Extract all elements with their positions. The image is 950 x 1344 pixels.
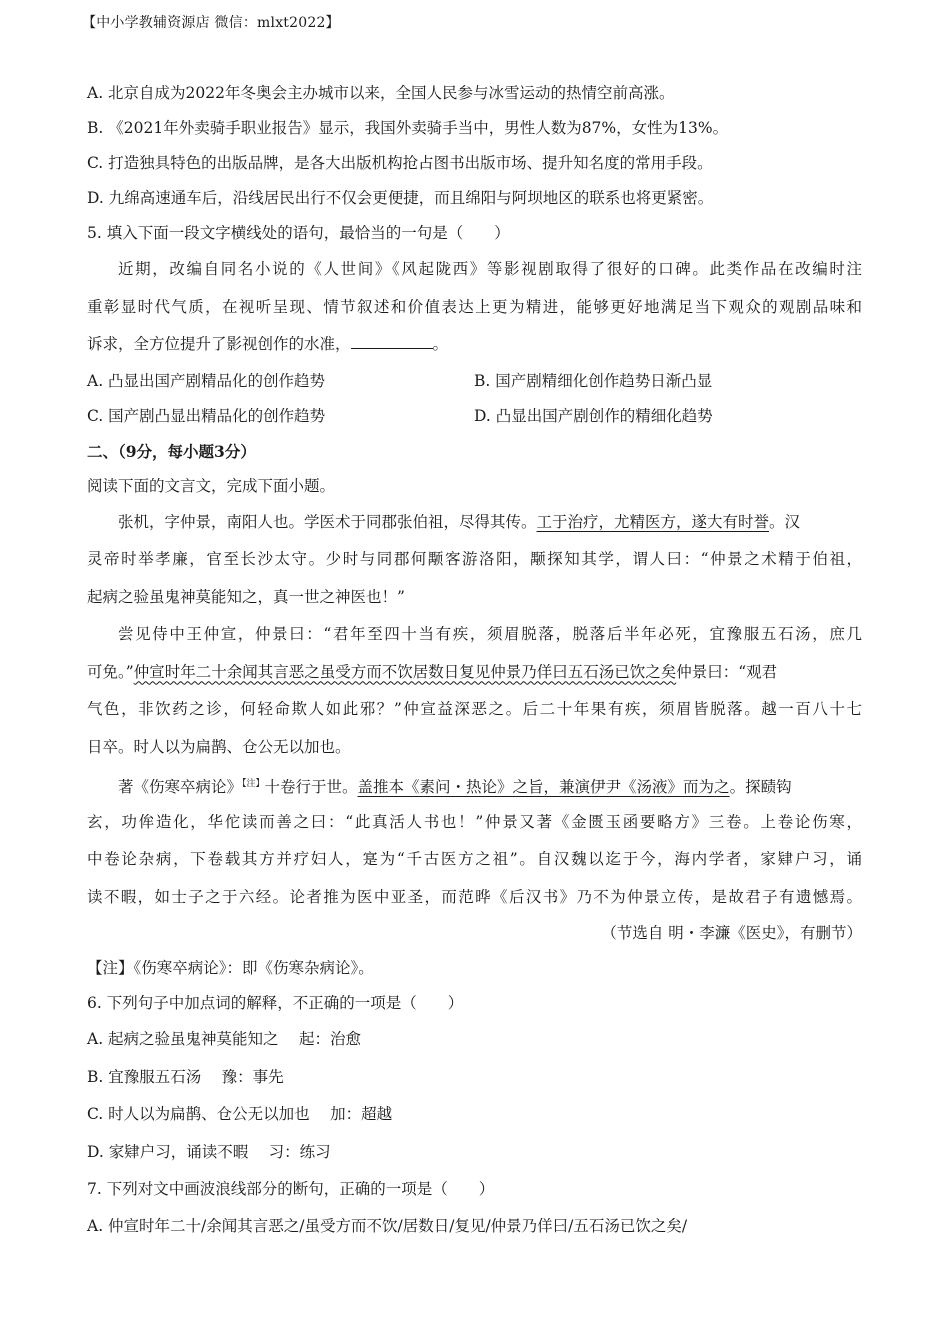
q5-passage-end: 。 xyxy=(432,335,449,353)
passage-source: （节选自 明・李濂《医史》，有删节） xyxy=(601,924,862,942)
passage-text: 仲景曰：“观君 xyxy=(676,662,778,681)
passage-line: 起病之验虽鬼神莫能知之，真一世之神医也！” xyxy=(87,587,405,606)
q4-option-b: B. 《2021年外卖骑手职业报告》显示，我国外卖骑手当中，男性人数为87%，女性为13%。 xyxy=(87,119,729,137)
q4-option-d: D. 九绵高速通车后，沿线居民出行不仅会更便捷，而且绵阳与阿坝地区的联系也将更紧密。 xyxy=(87,189,714,207)
watermark-header: 【中小学教辅资源店 微信：mlxt2022】 xyxy=(82,15,340,31)
q6-option-d: D. 家肄户习，诵读不暇 习：练习 xyxy=(87,1142,331,1161)
q5-option-c: C. 国产剧凸显出精品化的创作趋势 xyxy=(87,406,326,425)
document-body xyxy=(87,76,862,1244)
passage-line xyxy=(87,654,862,692)
q6-option-a: A. 起病之验虽鬼神莫能知之 起：治愈 xyxy=(87,1030,361,1048)
passage-line: 日卒。时人以为扁鹊、仓公无以加也。 xyxy=(87,737,351,756)
note-marker: 【注】 xyxy=(242,779,265,789)
passage-line: 读不暇，如士子之于六经。论者推为医中亚圣，而范晔《后汉书》乃不为仲景立传，是故君子有遗憾焉。 xyxy=(87,887,862,906)
passage-line: 玄，功侔造化，华佗读而善之曰：“此真活人书也！”仲景又著《金匮玉函要略方》三卷。上卷论伤寒， xyxy=(87,812,862,831)
underlined-text: 工于治疗，尤精医方，遂大有时誉 xyxy=(536,512,770,531)
passage-text: 张机，字仲景，南阳人也。学医术于同郡张伯祖，尽得其传。 xyxy=(118,512,537,531)
q5-passage-text: 诉求，全方位提升了影视创作的水准， xyxy=(87,335,351,353)
passage-line xyxy=(87,766,862,804)
q7-stem: 7. 下列对文中画波浪线部分的断句，正确的一项是（ ） xyxy=(87,1180,495,1198)
wavy-underlined-text: 仲宣时年二十余闻其言恶之虽受方而不饮居数日复见仲景乃佯曰五石汤已饮之矣 xyxy=(133,662,677,681)
passage-line: 灵帝时举孝廉，官至长沙太守。少时与同郡何颙客游洛阳，颙探知其学，谓人曰：“仲景之术精于伯祖， xyxy=(87,550,862,568)
q6-option-c: C. 时人以为扁鹊、仓公无以加也 加：超越 xyxy=(87,1105,393,1123)
q5-passage-line xyxy=(87,326,862,364)
q5-options-row xyxy=(87,399,862,434)
passage-text: 。汉 xyxy=(769,512,801,531)
q5-option-a: A. 凸显出国产剧精品化的创作趋势 xyxy=(87,371,326,390)
q6-option-b: B. 宜豫服五石汤 豫：事先 xyxy=(87,1067,284,1086)
q5-options-row xyxy=(87,364,862,399)
q4-option-c: C. 打造独具特色的出版品牌，是各大出版机构抢占图书出版市场、提升知名度的常用手段。 xyxy=(87,154,713,172)
q5-option-d: D. 凸显出国产剧创作的精细化趋势 xyxy=(474,406,713,425)
q5-stem: 5. 填入下面一段文字横线处的语句，最恰当的一句是（ ） xyxy=(87,224,510,242)
passage-text: 十卷行于世。 xyxy=(264,778,358,797)
q5-option-b: B. 国产剧精细化创作趋势日渐凸显 xyxy=(474,371,713,390)
passage-text: 可免。” xyxy=(87,662,134,681)
section-intro: 阅读下面的文言文，完成下面小题。 xyxy=(87,476,336,495)
passage-line: 尝见侍中王仲宣，仲景曰：“君年至四十当有疾，须眉脱落，脱落后半年必死，宜豫服五石汤，庶几 xyxy=(118,625,862,643)
q5-passage-line: 近期，改编自同名小说的《人世间》《风起陇西》等影视剧取得了很好的口碑。此类作品在改编时注 xyxy=(118,260,862,278)
passage-text: 。探赜钩 xyxy=(729,778,792,797)
annotation-note: 【注】《伤寒卒病论》：即《伤寒杂病论》。 xyxy=(87,959,374,977)
section-title: 二、（9分，每小题3分） xyxy=(87,441,256,461)
q7-option-a: A. 仲宣时年二十/余闻其言恶之/虽受方而不饮/居数日/复见/仲景乃佯曰/五石汤已饮之矣/ xyxy=(87,1216,688,1235)
passage-line xyxy=(87,504,862,542)
passage-text: 著《伤寒卒病论》 xyxy=(118,778,243,797)
q5-passage-line: 重彰显时代气质，在视听呈现、情节叙述和价值表达上更为精进，能够更好地满足当下观众的观剧品味和 xyxy=(87,297,862,316)
underlined-text: 盖推本《素问・热论》之旨，兼演伊尹《汤液》而为之 xyxy=(357,778,730,797)
passage-line: 气色，非饮药之诊，何轻命欺人如此邪？”仲宣益深恶之。后二十年果有疾，须眉皆脱落。越一百八十七 xyxy=(87,700,862,718)
q4-option-a: A. 北京自成为2022年冬奥会主办城市以来，全国人民参与冰雪运动的热情空前高涨。 xyxy=(87,84,675,102)
passage-line: 中卷论杂病，下卷载其方并疗妇人，寔为“千古医方之祖”。自汉魏以迄于今，海内学者，家肄户习，诵 xyxy=(87,850,862,868)
fill-in-blank xyxy=(351,330,433,349)
q6-stem: 6. 下列句子中加点词的解释，不正确的一项是（ ） xyxy=(87,994,464,1012)
